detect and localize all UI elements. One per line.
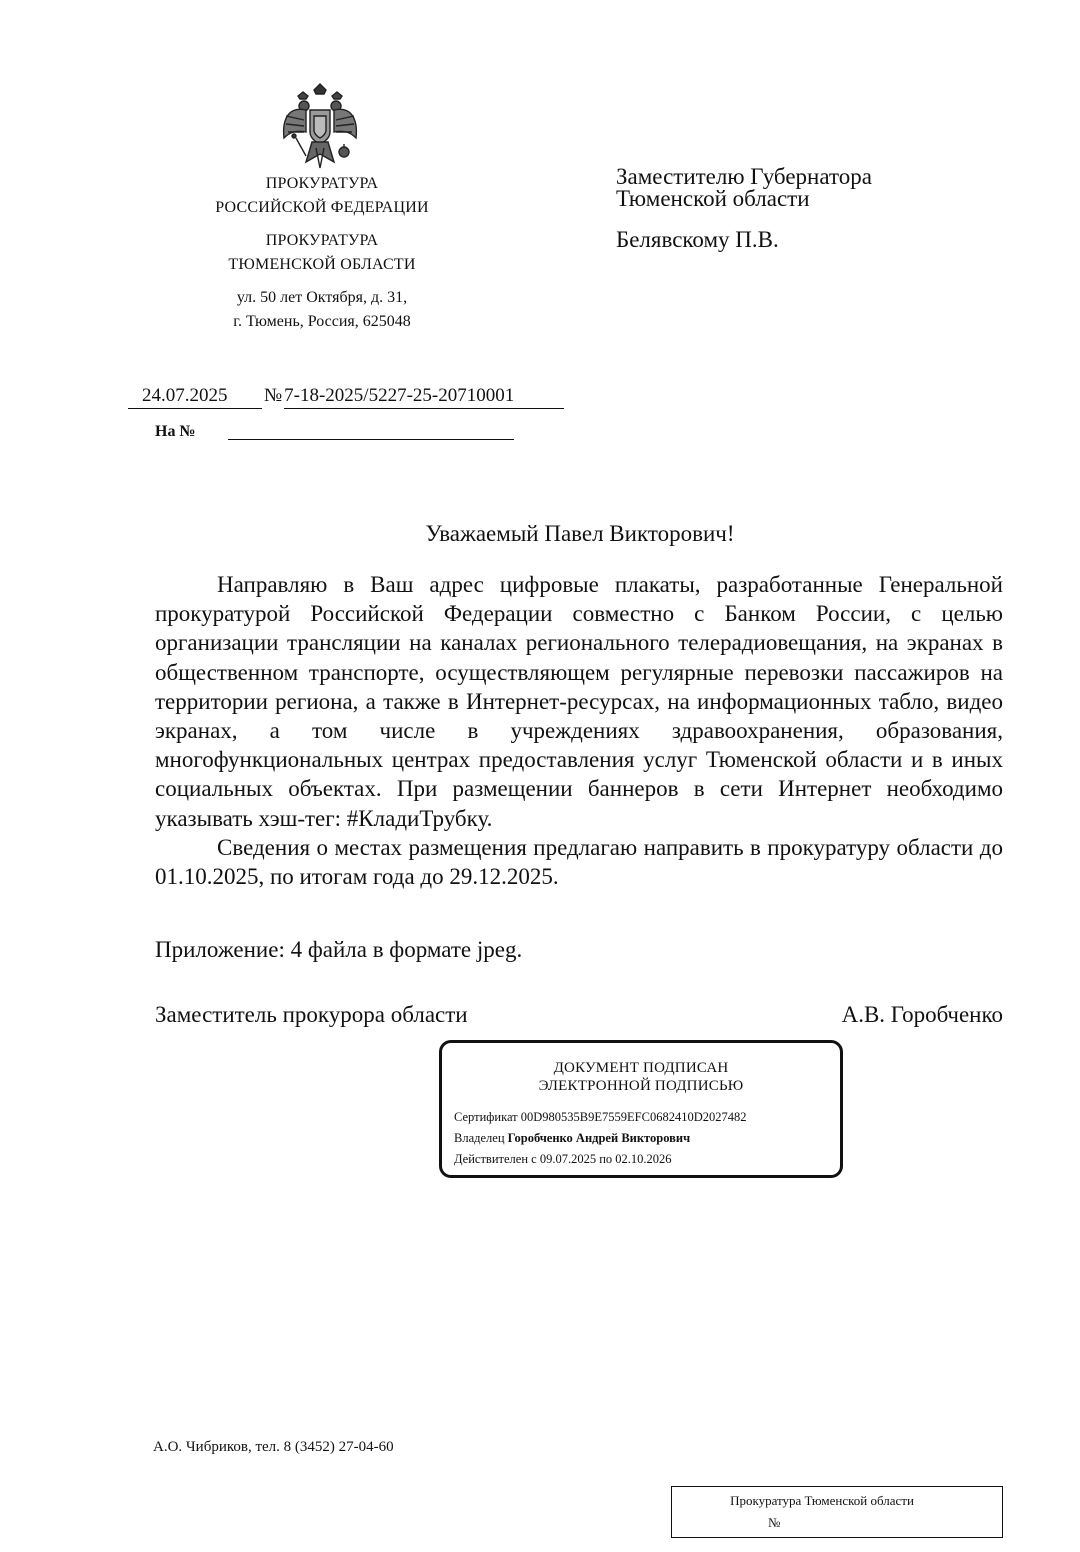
stamp-title-line-2: ЭЛЕКТРОННОЙ ПОДПИСЬЮ xyxy=(538,1078,744,1094)
recipient-line-1: Заместителю Губернатора xyxy=(616,164,872,189)
organization-address xyxy=(180,286,464,334)
sub-org-line-2: ТЮМЕНСКОЙ ОБЛАСТИ xyxy=(228,256,416,273)
outgoing-registration xyxy=(128,385,564,409)
document-date: 24.07.2025 xyxy=(128,385,262,409)
signer-name: А.В. Горобченко xyxy=(841,1002,1003,1027)
reply-reference xyxy=(155,423,514,441)
organization-name xyxy=(180,172,464,220)
address-line-1: ул. 50 лет Октября, д. 31, xyxy=(236,289,408,306)
body-paragraph-2: Сведения о местах размещения предлагаю направить в прокуратуру области до 01.10.2025, по итогам года до 29.12.2025. xyxy=(155,834,1003,890)
electronic-signature-stamp xyxy=(439,1040,843,1178)
valid-from: 09.07.2025 xyxy=(539,1152,597,1166)
double-headed-eagle-icon xyxy=(276,80,364,172)
sub-organization-name xyxy=(180,229,464,277)
certificate-row xyxy=(454,1107,840,1128)
recipient-block xyxy=(616,166,872,251)
recipient-name: Белявскому П.В. xyxy=(616,227,779,252)
number-sign: № xyxy=(264,385,283,406)
valid-to-label: по xyxy=(599,1152,613,1166)
owner-value: Горобченко Андрей Викторович xyxy=(507,1131,691,1145)
valid-label: Действителен xyxy=(454,1152,529,1166)
recipient-line-2: Тюменской области xyxy=(616,186,810,211)
salutation: Уважаемый Павел Викторович! xyxy=(425,521,735,546)
org-line-1: ПРОКУРАТУРА xyxy=(265,175,379,192)
valid-from-label: с xyxy=(531,1152,537,1166)
regbox-number-sign: № xyxy=(768,1515,781,1530)
document-number: 7-18-2025/5227-25-20710001 xyxy=(284,385,564,409)
attachment-note: Приложение: 4 файла в формате jpeg. xyxy=(155,937,523,962)
valid-to: 02.10.2026 xyxy=(615,1152,672,1166)
address-line-2: г. Тюмень, Россия, 625048 xyxy=(233,313,411,330)
coat-of-arms-emblem xyxy=(276,80,364,172)
reply-label: На № xyxy=(155,423,196,440)
certificate-value: 00D980535B9E7559EFC0682410D2027482 xyxy=(520,1110,747,1124)
stamp-title-line-1: ДОКУМЕНТ ПОДПИСАН xyxy=(553,1060,729,1076)
signature-line xyxy=(155,1002,1003,1028)
executor-contact: А.О. Чибриков, тел. 8 (3452) 27-04-60 xyxy=(153,1439,394,1455)
validity-row xyxy=(454,1149,840,1170)
reply-number-blank xyxy=(228,425,514,440)
sub-org-line-1: ПРОКУРАТУРА xyxy=(265,232,379,249)
owner-row xyxy=(454,1128,840,1149)
regbox-org: Прокуратура Тюменской области xyxy=(730,1493,914,1508)
org-line-2: РОССИЙСКОЙ ФЕДЕРАЦИИ xyxy=(215,199,429,216)
owner-label: Владелец xyxy=(454,1131,505,1145)
stamp-title xyxy=(442,1059,840,1095)
incoming-registration-box xyxy=(671,1486,1003,1538)
certificate-label: Сертификат xyxy=(454,1110,518,1124)
letter-body xyxy=(155,570,1003,891)
body-paragraph-1: Направляю в Ваш адрес цифровые плакаты, разработанные Генеральной прокуратурой Российской Федерации совместно с Банком России, с целью организации трансляции на каналах регионального телерадиовещания, на экранах в общественном транспорте, осуществляющем регулярные перевозки пассажиров на территории региона, а также в Интернет-ресурсах, на информационных табло, видео экранах, а том числе в учреждениях здравоохранения, образования, многофункциональных центрах предоставления услуг Тюменской области и в иных социальных объектах. При размещении баннеров в сети Интернет необходимо указывать хэш-тег: #КладиТрубку. xyxy=(155,572,1003,831)
signer-position: Заместитель прокурора области xyxy=(155,1002,468,1027)
